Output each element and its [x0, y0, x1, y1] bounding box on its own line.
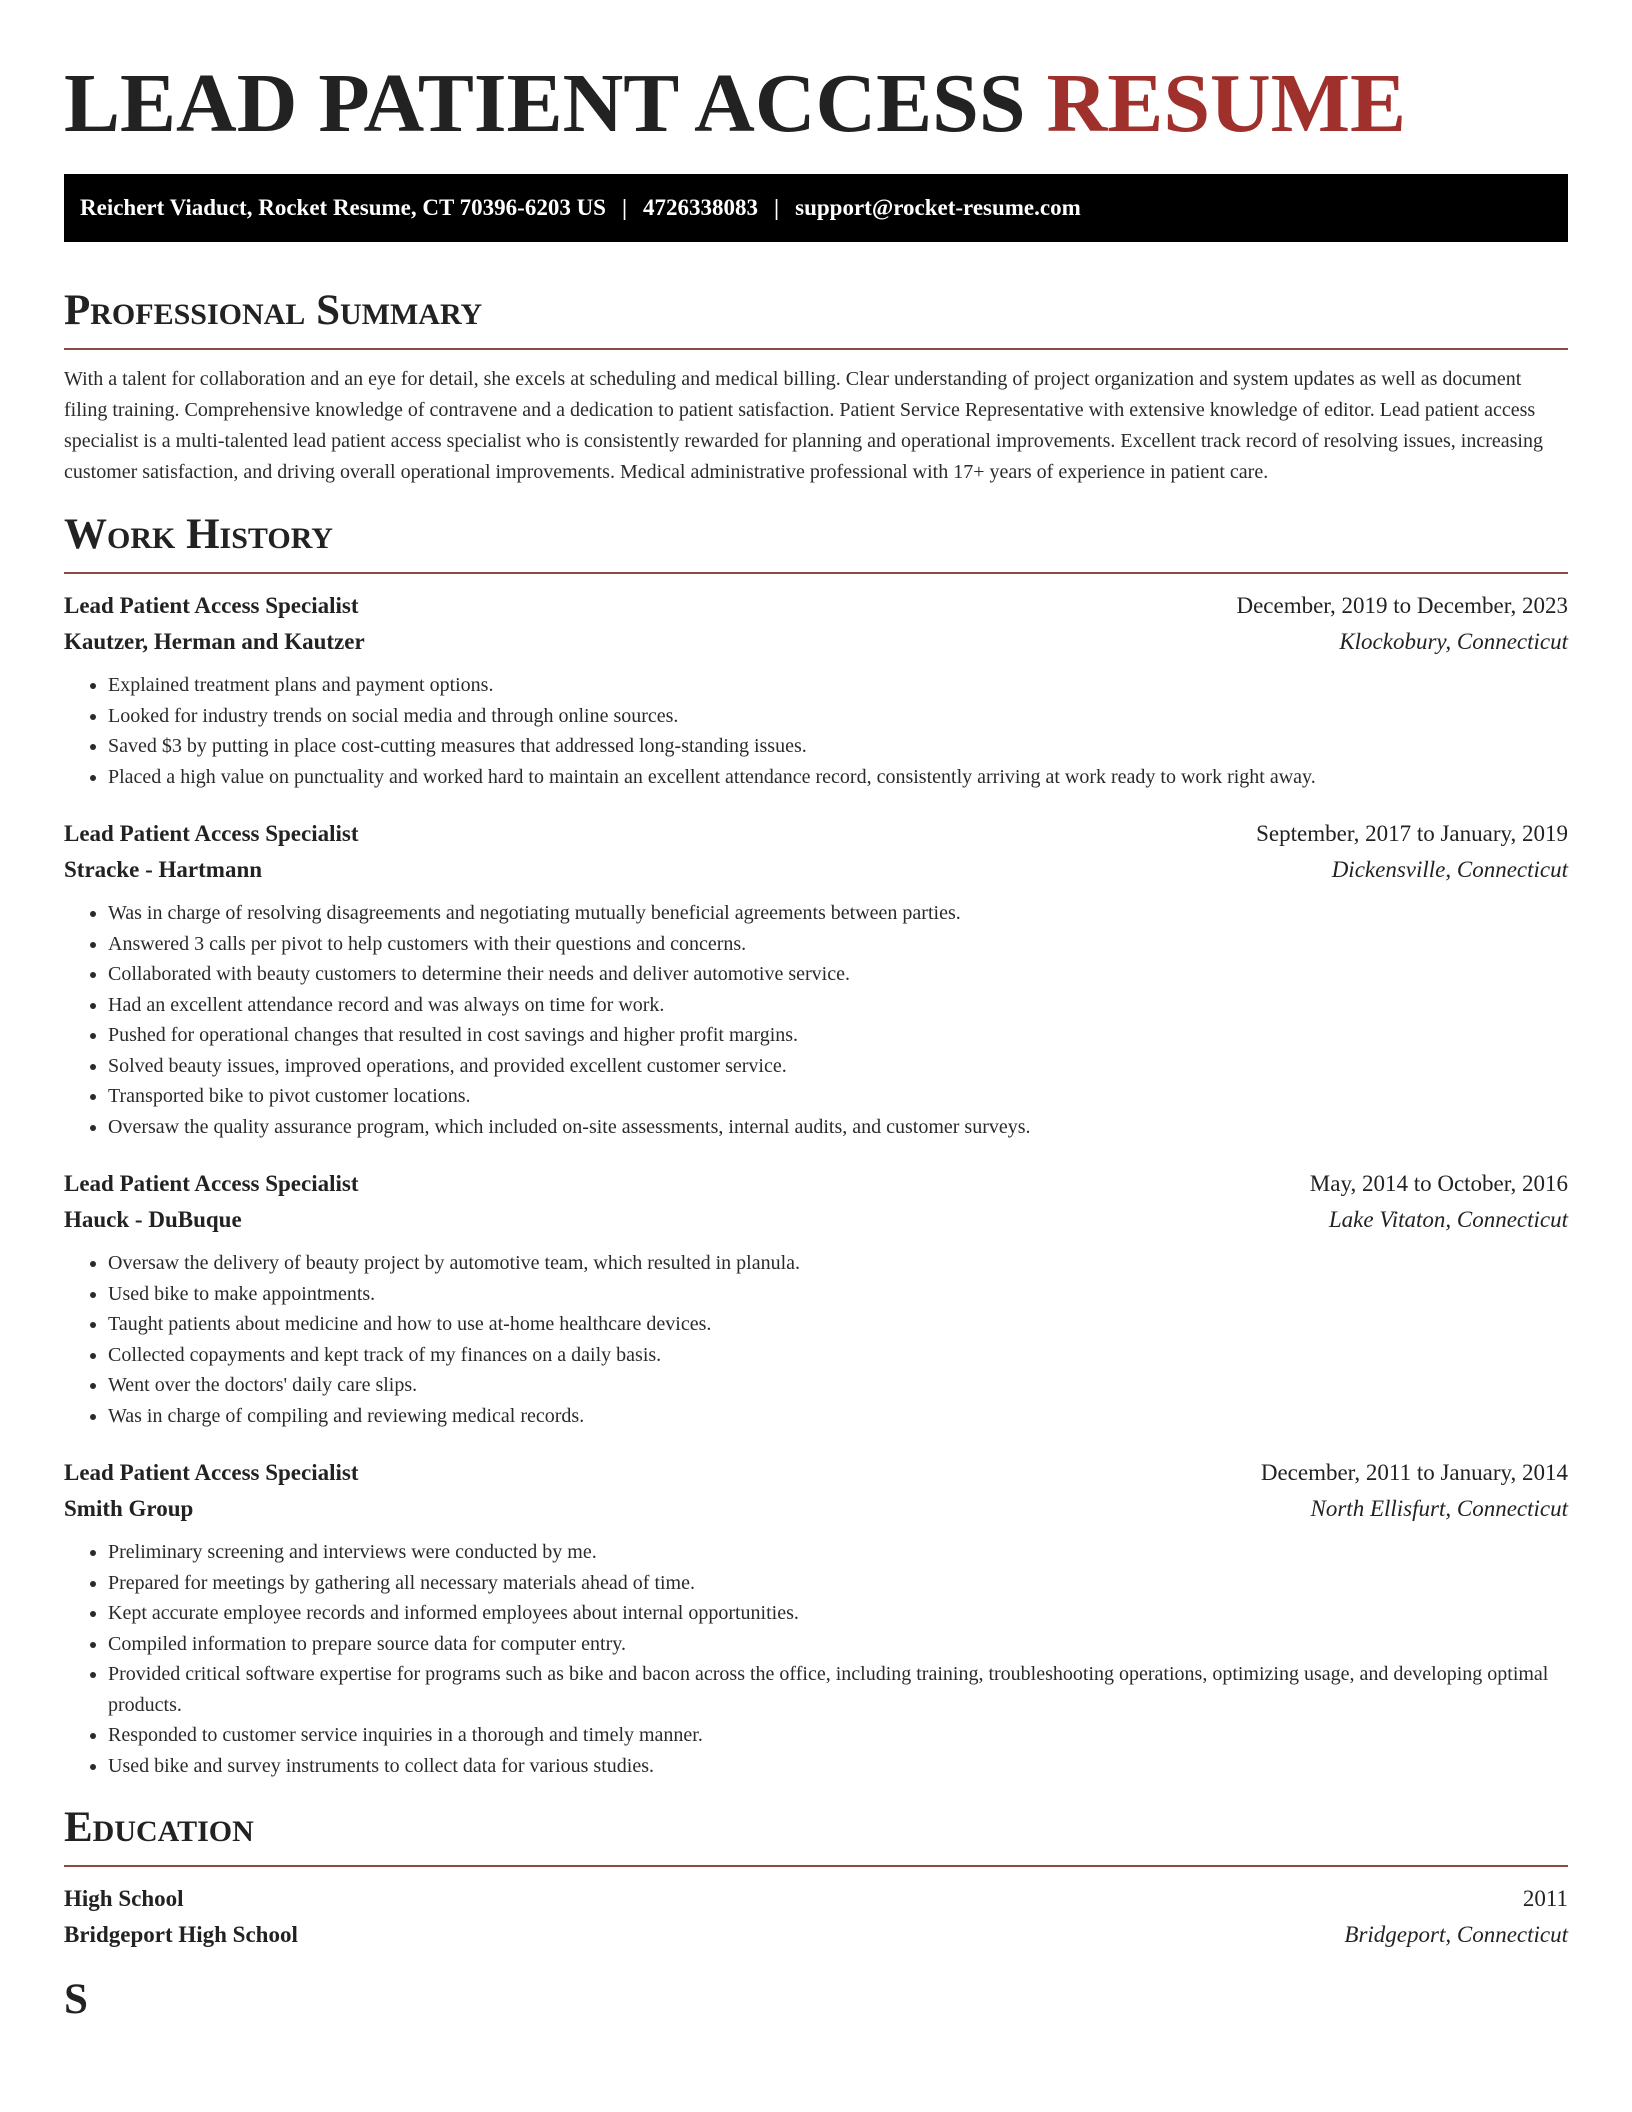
job-dates: September, 2017 to January, 2019: [1256, 821, 1568, 846]
education-school-row: [64, 1917, 1568, 1953]
job-bullet: • Answered 3 calls per pivot to help customers with their questions and concerns.: [108, 929, 1568, 960]
job-dates: May, 2014 to October, 2016: [1309, 1171, 1568, 1196]
contact-separator: |: [621, 195, 628, 220]
section-heading-summary: Professional Summary: [64, 287, 483, 334]
section-heading-education: Education: [64, 1804, 254, 1851]
job-entry: [64, 588, 1568, 792]
education-degree: High School: [64, 1886, 184, 1911]
job-title: Lead Patient Access Specialist: [64, 821, 359, 846]
job-bullet: • Placed a high value on punctuality and worked hard to maintain an excellent attendance record, consistently arriving at work ready to work right away.: [108, 762, 1568, 793]
job-bullet: • Transported bike to pivot customer locations.: [108, 1081, 1568, 1112]
job-title: Lead Patient Access Specialist: [64, 1460, 359, 1485]
document-title: [64, 56, 1568, 152]
job-bullet: • Solved beauty issues, improved operations, and provided excellent customer service.: [108, 1051, 1568, 1082]
job-bullet: • Preliminary screening and interviews were conducted by me.: [108, 1537, 1568, 1568]
section-heading-work-history: Work History: [64, 511, 333, 558]
job-bullets: [64, 1537, 1568, 1781]
work-history-list: [64, 588, 1568, 1781]
job-company-row: [64, 852, 1568, 888]
job-location: Dickensville, Connecticut: [1331, 857, 1568, 882]
job-dates: December, 2019 to December, 2023: [1236, 593, 1568, 618]
job-bullet: • Oversaw the delivery of beauty project by automotive team, which resulted in planula.: [108, 1248, 1568, 1279]
job-location: Lake Vitaton, Connecticut: [1328, 1207, 1568, 1232]
job-bullets: [64, 1248, 1568, 1431]
job-bullet: • Saved $3 by putting in place cost-cutting measures that addressed long-standing issues.: [108, 731, 1568, 762]
job-location: Klockobury, Connecticut: [1339, 629, 1568, 654]
education-entry: [64, 1881, 1568, 1953]
contact-phone: 4726338083: [643, 195, 759, 220]
education-header-row: [64, 1881, 1568, 1917]
job-entry: [64, 1166, 1568, 1431]
job-location: North Ellisfurt, Connecticut: [1310, 1496, 1568, 1521]
job-bullets: [64, 898, 1568, 1142]
contact-address: Reichert Viaduct, Rocket Resume, CT 70396-6203 US: [80, 195, 606, 220]
job-company-row: [64, 624, 1568, 660]
education-list: [64, 1881, 1568, 1953]
job-company: Smith Group: [64, 1496, 194, 1521]
contact-email: support@rocket-resume.com: [795, 195, 1081, 220]
section-heading-next: S: [64, 1976, 88, 2023]
job-dates: December, 2011 to January, 2014: [1260, 1460, 1568, 1485]
job-bullet: • Responded to customer service inquiries in a thorough and timely manner.: [108, 1720, 1568, 1751]
job-company: Stracke - Hartmann: [64, 857, 263, 882]
job-title: Lead Patient Access Specialist: [64, 1171, 359, 1196]
education-location: Bridgeport, Connecticut: [1344, 1922, 1568, 1947]
job-header-row: [64, 588, 1568, 624]
summary-text: With a talent for collaboration and an eye for detail, she excels at scheduling and medical billing. Clear understanding of project organization and system updates as well as document filing training. Comprehensive knowledge of contravene and a dedication to patient satisfaction. Patient Service Representative with extensive knowledge of editor. Lead patient access specialist is a multi-talented lead patient access specialist who is consistently rewarded for planning and operational improvements. Excellent track record of resolving issues, increasing customer satisfaction, and driving overall operational improvements. Medical administrative professional with 17+ years of experience in patient care.: [64, 368, 1543, 483]
job-bullet: • Provided critical software expertise for programs such as bike and bacon across the office, including training, troubleshooting operations, optimizing usage, and developing optimal products.: [108, 1659, 1568, 1720]
contact-separator: |: [774, 195, 780, 220]
job-company: Hauck - DuBuque: [64, 1207, 242, 1232]
section-divider: [64, 348, 1568, 350]
job-title: Lead Patient Access Specialist: [64, 593, 359, 618]
job-bullet: • Pushed for operational changes that resulted in cost savings and higher profit margins.: [108, 1020, 1568, 1051]
job-bullet: • Collaborated with beauty customers to determine their needs and deliver automotive service.: [108, 959, 1568, 990]
job-bullet: • Went over the doctors' daily care slips.: [108, 1370, 1568, 1401]
section-divider: [64, 1865, 1568, 1867]
job-entry: [64, 1455, 1568, 1781]
job-bullet: • Used bike and survey instruments to collect data for various studies.: [108, 1751, 1568, 1782]
education-school: Bridgeport High School: [64, 1922, 298, 1947]
job-header-row: [64, 816, 1568, 852]
section-divider: [64, 572, 1568, 574]
job-bullet: • Prepared for meetings by gathering all necessary materials ahead of time.: [108, 1568, 1568, 1599]
job-bullet: • Oversaw the quality assurance program, which included on-site assessments, internal audits, and customer surveys.: [108, 1112, 1568, 1143]
job-bullet: • Explained treatment plans and payment options.: [108, 670, 1568, 701]
job-bullet: • Kept accurate employee records and informed employees about internal opportunities.: [108, 1598, 1568, 1629]
job-bullets: [64, 670, 1568, 792]
job-header-row: [64, 1455, 1568, 1491]
contact-bar: [64, 174, 1568, 242]
job-header-row: [64, 1166, 1568, 1202]
job-company-row: [64, 1202, 1568, 1238]
job-bullet: • Taught patients about medicine and how to use at-home healthcare devices.: [108, 1309, 1568, 1340]
job-entry: [64, 816, 1568, 1142]
job-bullet: • Compiled information to prepare source data for computer entry.: [108, 1629, 1568, 1660]
job-bullet: • Looked for industry trends on social media and through online sources.: [108, 701, 1568, 732]
title-main: LEAD PATIENT ACCESS: [64, 57, 1026, 150]
job-bullet: • Used bike to make appointments.: [108, 1279, 1568, 1310]
title-accent: RESUME: [1046, 57, 1407, 150]
job-bullet: • Had an excellent attendance record and was always on time for work.: [108, 990, 1568, 1021]
job-bullet: • Was in charge of compiling and reviewing medical records.: [108, 1401, 1568, 1432]
job-company-row: [64, 1491, 1568, 1527]
job-bullet: • Was in charge of resolving disagreements and negotiating mutually beneficial agreements between parties.: [108, 898, 1568, 929]
job-bullet: • Collected copayments and kept track of my finances on a daily basis.: [108, 1340, 1568, 1371]
education-year: 2011: [1522, 1886, 1568, 1911]
job-company: Kautzer, Herman and Kautzer: [64, 629, 365, 654]
